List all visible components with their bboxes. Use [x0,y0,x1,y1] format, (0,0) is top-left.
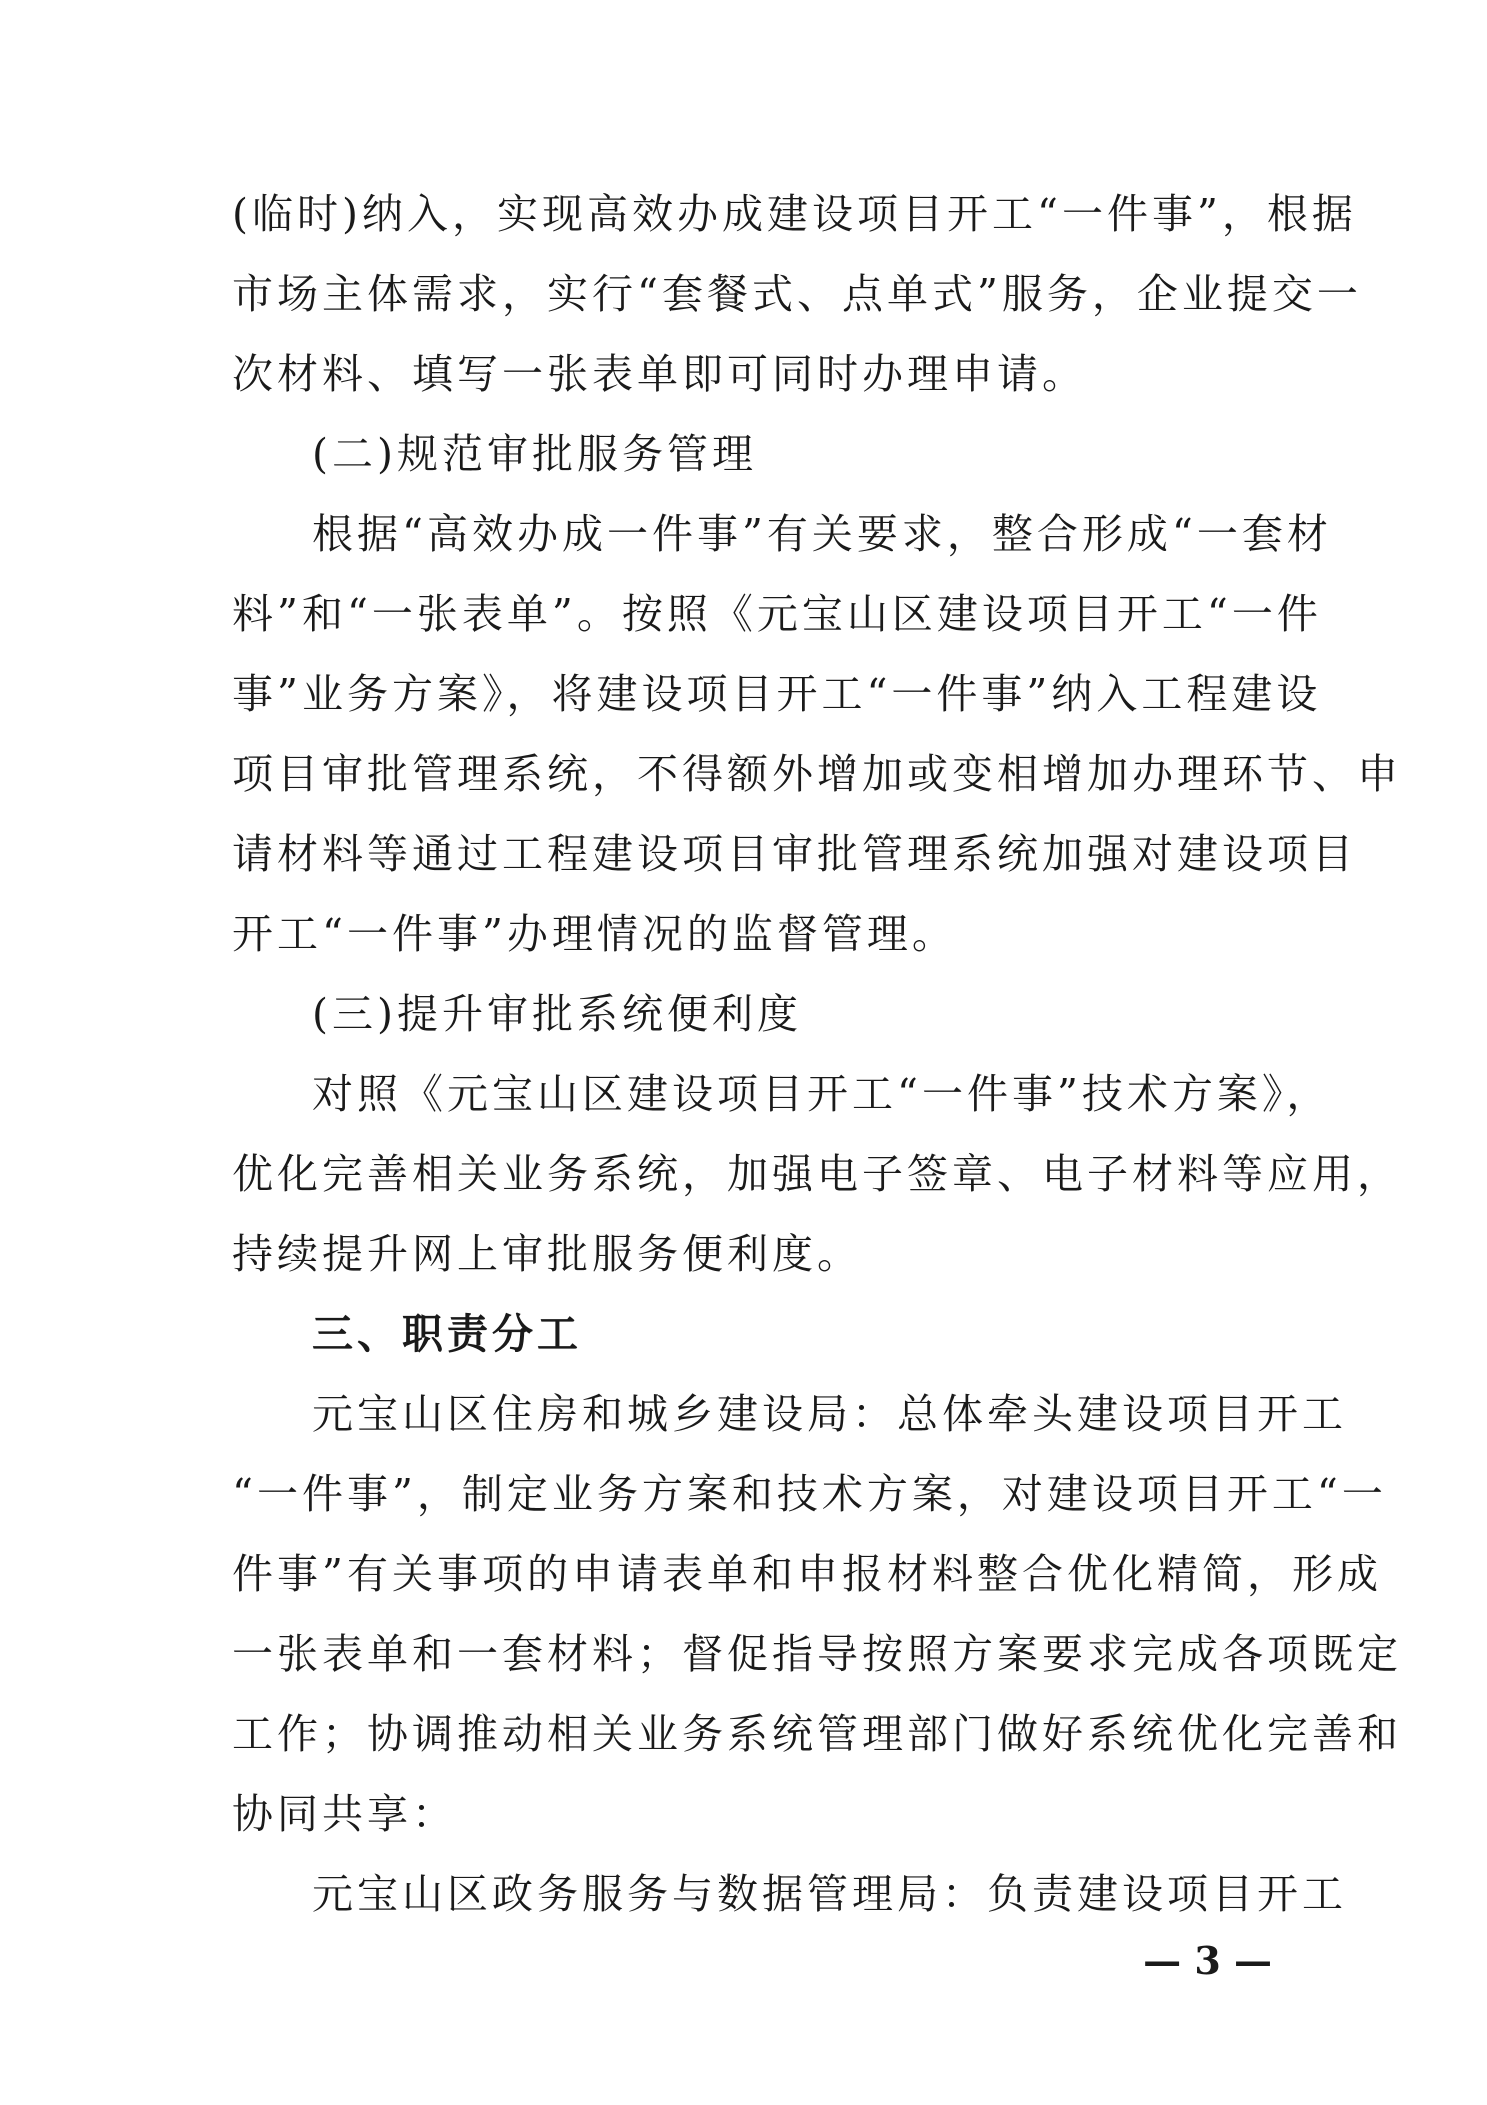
body-text-line: 对照《元宝山区建设项目开工“一件事”技术方案》， [312,1070,1332,1118]
body-text-line: 优化完善相关业务系统，加强电子签章、电子材料等应用， [232,1150,1402,1198]
body-text-line: 料”和“一张表单”。按照《元宝山区建设项目开工“一件 [232,590,1322,638]
section-heading: 三、职责分工 [312,1310,582,1358]
body-text-line: 协同共享： [232,1790,457,1838]
page-number: — 3 — [1143,1938,1272,1983]
body-text-line: 事”业务方案》，将建设项目开工“一件事”纳入工程建设 [232,670,1322,718]
body-text-line: 市场主体需求，实行“套餐式、点单式”服务，企业提交一 [232,270,1362,318]
body-text-line: 元宝山区政务服务与数据管理局：负责建设项目开工 [312,1870,1347,1918]
body-text-line: 次材料、填写一张表单即可同时办理申请。 [232,350,1087,398]
body-text-line: 工作；协调推动相关业务系统管理部门做好系统优化完善和 [232,1710,1402,1758]
body-text-line: 一张表单和一套材料；督促指导按照方案要求完成各项既定 [232,1630,1402,1678]
body-text-line: 元宝山区住房和城乡建设局：总体牵头建设项目开工 [312,1390,1347,1438]
body-text-line: (临时)纳入，实现高效办成建设项目开工“一件事”，根据 [232,190,1357,238]
section-subheading: (二)规范审批服务管理 [312,430,757,478]
body-text-line: 持续提升网上审批服务便利度。 [232,1230,862,1278]
body-text-line: 件事”有关事项的申请表单和申报材料整合优化精简，形成 [232,1550,1382,1598]
body-text-line: 根据“高效办成一件事”有关要求，整合形成“一套材 [312,510,1332,558]
body-text-line: 请材料等通过工程建设项目审批管理系统加强对建设项目 [232,830,1357,878]
body-text-line: 项目审批管理系统，不得额外增加或变相增加办理环节、申 [232,750,1402,798]
body-text-line: “一件事”，制定业务方案和技术方案，对建设项目开工“一 [232,1470,1387,1518]
section-subheading: (三)提升审批系统便利度 [312,990,802,1038]
body-text-line: 开工“一件事”办理情况的监督管理。 [232,910,957,958]
